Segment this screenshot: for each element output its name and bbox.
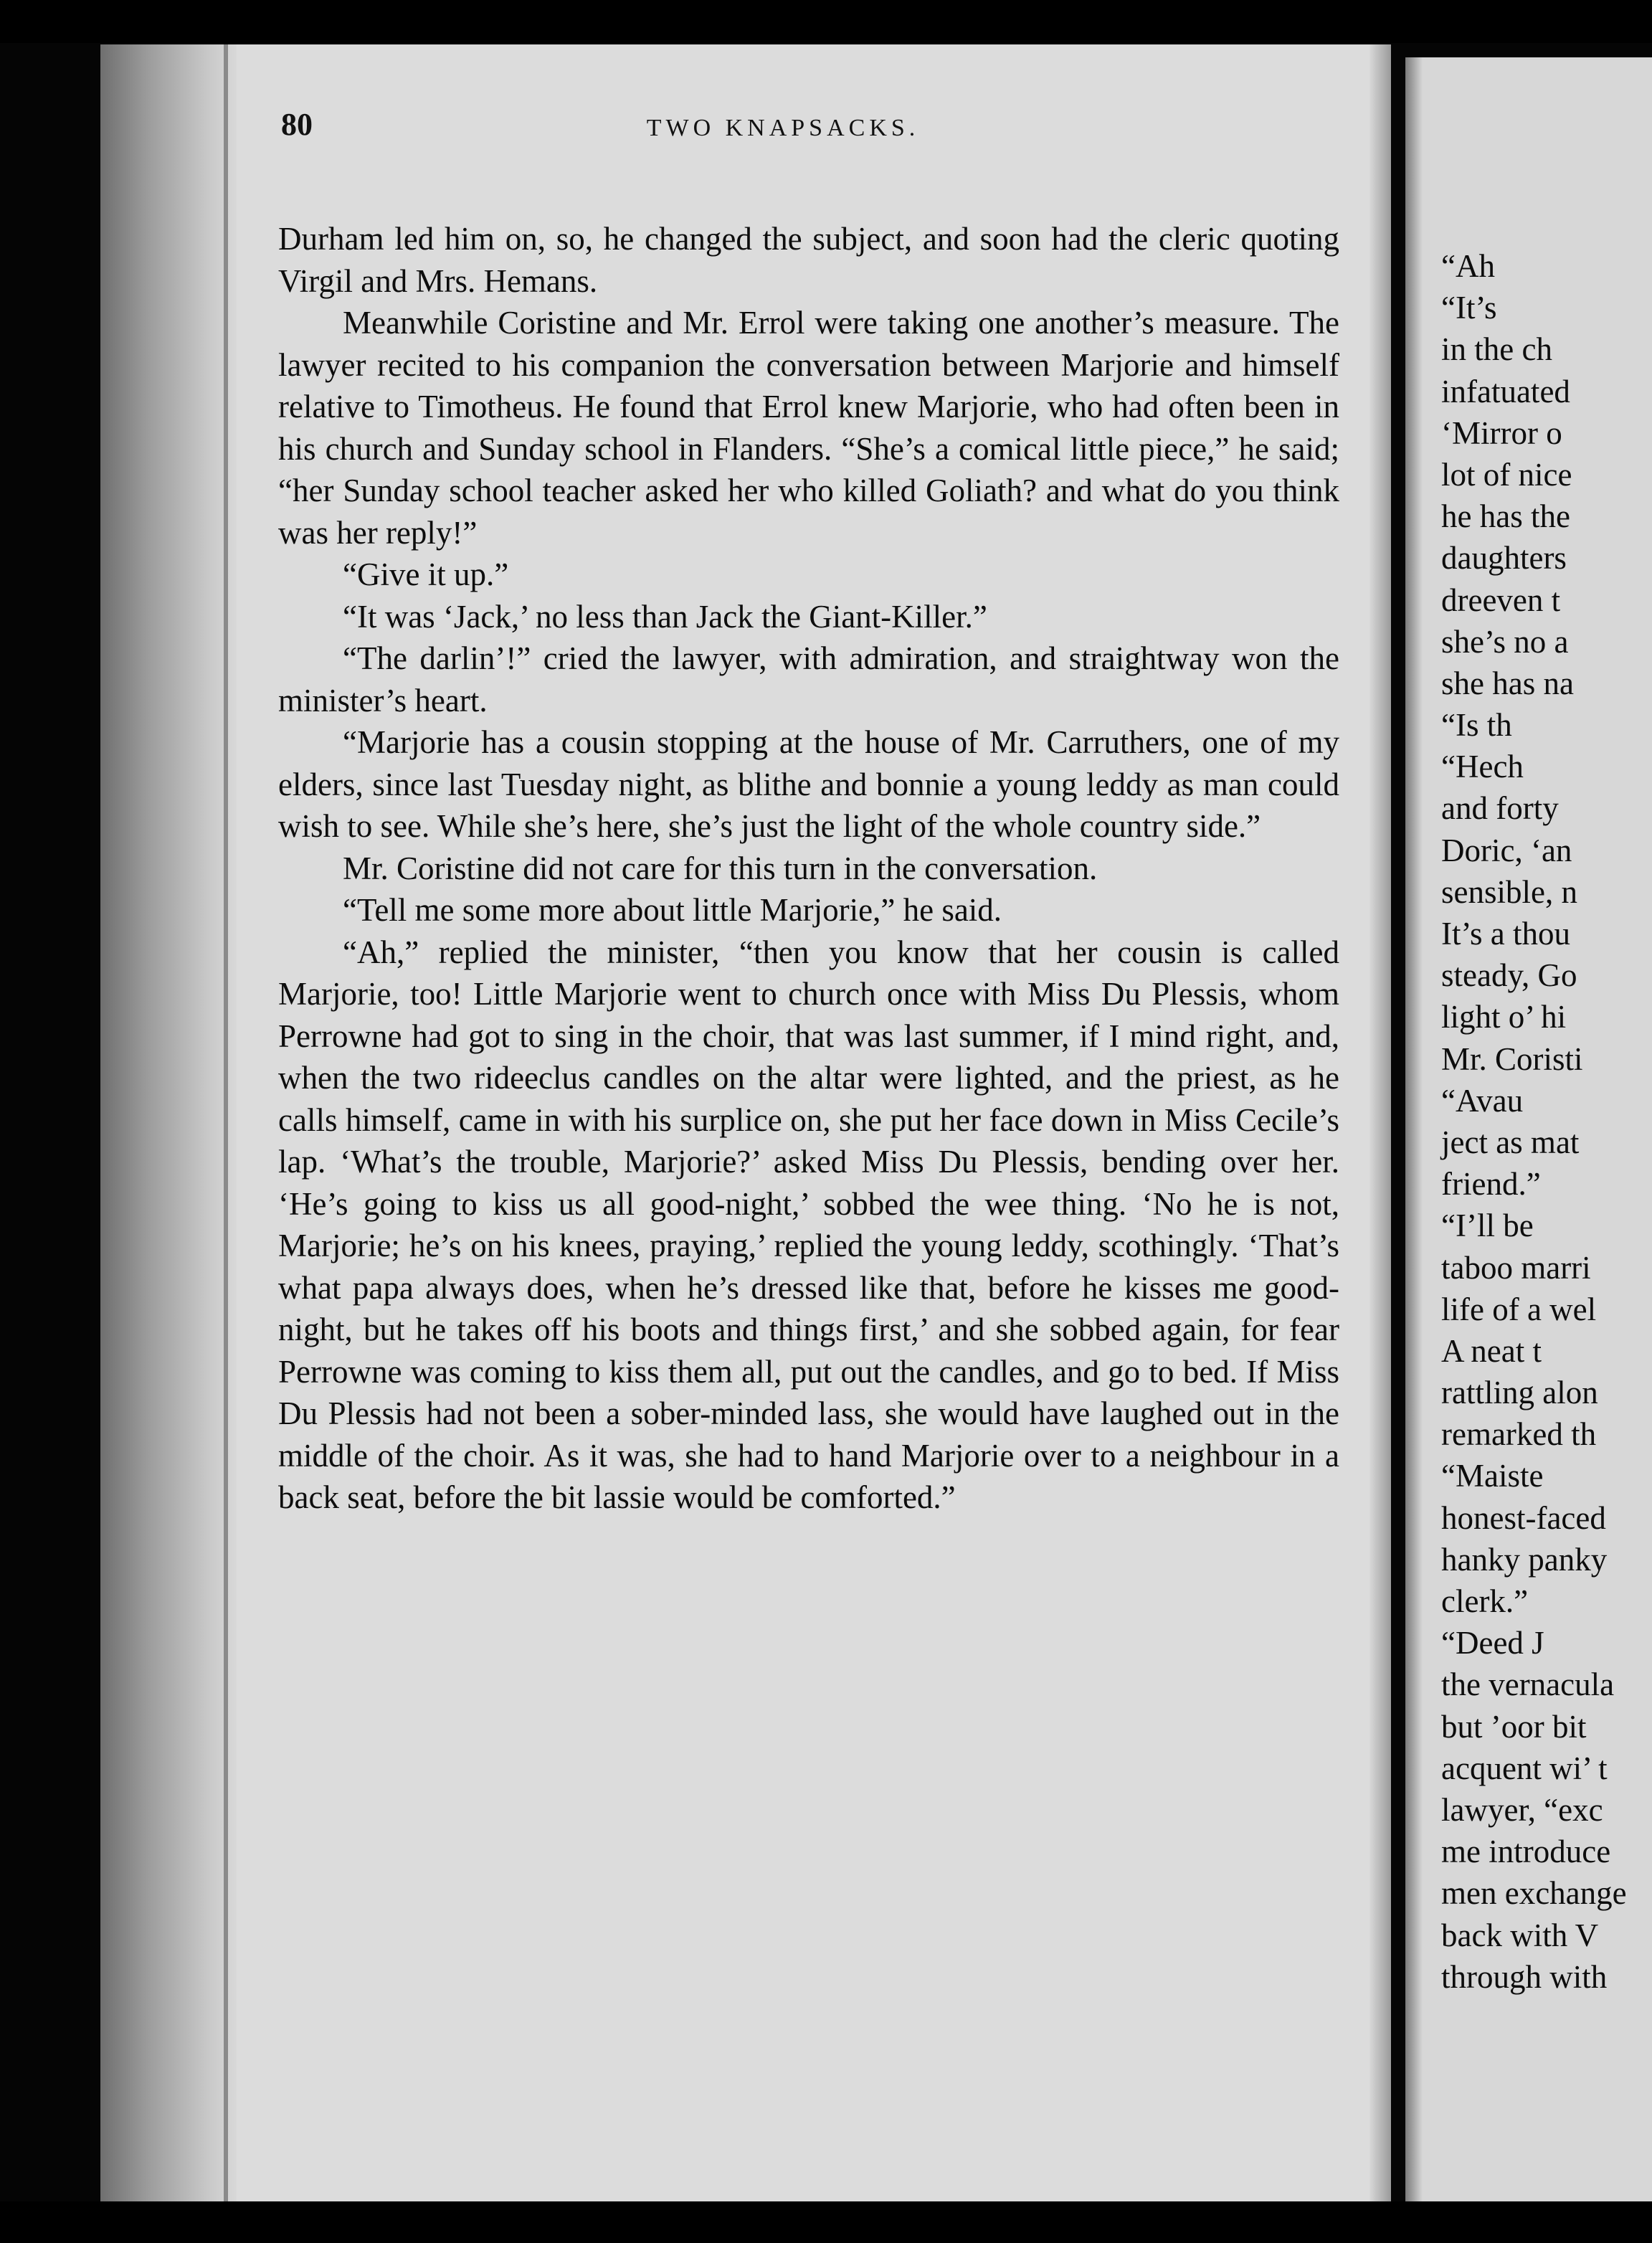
right-page-line: me introduce <box>1441 1834 1611 1870</box>
right-page-line: acquent wi’ t <box>1441 1750 1608 1786</box>
right-page-line: Doric, ‘an <box>1441 832 1572 868</box>
right-page-line: It’s a thou <box>1441 916 1570 952</box>
right-page-line: “Avau <box>1441 1082 1524 1119</box>
right-page-line: friend.” <box>1441 1166 1541 1203</box>
right-page-line: lawyer, “exc <box>1441 1791 1603 1828</box>
right-page-line: “Maiste <box>1441 1458 1544 1494</box>
paragraph: “It was ‘Jack,’ no less than Jack the Giant-Killer.” <box>343 598 987 635</box>
right-page <box>1405 57 1652 2201</box>
right-page-line: the vernacula <box>1441 1666 1615 1703</box>
right-page-line: ject as mat <box>1441 1124 1580 1160</box>
right-page-line: dreeven t <box>1441 582 1561 618</box>
right-page-line: ‘Mirror o <box>1441 414 1562 451</box>
right-page-line: in the ch <box>1441 331 1552 368</box>
right-page-line: A neat t <box>1441 1332 1542 1369</box>
paragraph: “The darlin’!” cried the lawyer, with admiration, and straightway won the minister’s heart. <box>278 640 1339 719</box>
film-edge-bottom <box>0 2201 1652 2243</box>
body-text <box>278 218 1339 1519</box>
right-page-line: Mr. Coristi <box>1441 1040 1583 1077</box>
page-number: 80 <box>281 107 313 142</box>
right-page-line: life of a wel <box>1441 1291 1597 1327</box>
right-page-line: she has na <box>1441 665 1574 701</box>
right-page-line: “I’ll be <box>1441 1208 1534 1244</box>
right-page-line: taboo marri <box>1441 1249 1591 1286</box>
paragraph: “Marjorie has a cousin stopping at the house of Mr. Carruthers, one of my elders, since last Tuesday night, as blithe and bonnie a young leddy as man could wish to see. While she’s here, she’s just the light of the whole country side.” <box>278 724 1339 844</box>
right-page-text <box>1441 245 1652 1998</box>
right-page-line: hanky panky <box>1441 1541 1608 1578</box>
inner-edge-shadow <box>1369 44 1391 2203</box>
right-page-line: honest-faced <box>1441 1499 1606 1536</box>
paragraph: Meanwhile Coristine and Mr. Errol were taking one another’s measure. The lawyer recited to his companion the conversation between Marjorie and himself relative to Timotheus. He found that Errol knew Marjorie, who had often been in his church and Sunday school in Flanders. “She’s a comical little piece,” he said; “her Sunday school teacher asked her who killed Goliath? and what do you think was her reply!” <box>278 305 1339 551</box>
gutter-line <box>224 44 228 2203</box>
right-page-line: steady, Go <box>1441 957 1577 994</box>
right-page-line: “Deed J <box>1441 1625 1544 1661</box>
right-page-line: lot of nice <box>1441 456 1572 493</box>
right-page-line: sensible, n <box>1441 873 1577 910</box>
right-page-line: remarked th <box>1441 1416 1597 1453</box>
right-page-line: “Is th <box>1441 707 1512 744</box>
right-page-line: through with <box>1441 1958 1608 1995</box>
right-page-line: and forty <box>1441 790 1559 827</box>
right-page-line: “Ah <box>1441 248 1495 284</box>
paragraph: Durham led him on, so, he changed the subject, and soon had the cleric quoting Virgil and Mrs. Hemans. <box>278 221 1339 299</box>
right-page-line: “It’s <box>1441 290 1497 326</box>
right-page-line: men exchange <box>1441 1875 1627 1912</box>
right-page-line: “Hech <box>1441 749 1524 785</box>
right-page-line: rattling alon <box>1441 1375 1598 1411</box>
film-edge-top <box>0 0 1652 43</box>
right-page-edge-shadow <box>1405 57 1423 2201</box>
right-page-line: she’s no a <box>1441 623 1569 660</box>
right-page-line: back with V <box>1441 1917 1599 1953</box>
running-head <box>281 106 1342 156</box>
right-page-line: light o’ hi <box>1441 999 1567 1035</box>
right-page-line: but ’oor bit <box>1441 1708 1587 1745</box>
right-page-line: clerk.” <box>1441 1583 1529 1619</box>
header-title: TWO KNAPSACKS. <box>646 115 920 141</box>
paragraph: “Give it up.” <box>343 556 509 592</box>
paragraph: “Ah,” replied the minister, “then you know that her cousin is called Marjorie, too! Little Marjorie went to church once with Miss Du Plessis, whom Perrowne had got to sing in the choir, that was last summer, if I mind right, and, when the two rideeclus candles on the altar were lighted, and the priest, as he calls himself, came in with his surplice on, she put her face down in Miss Cecile’s lap. ‘What’s the trouble, Marjorie?’ asked Miss Du Plessis, bending over her. ‘He’s going to kiss us all good-night,’ sobbed the wee thing. ‘No he is not, Marjorie; he’s on his knees, praying,’ replied the young leddy, scothingly. ‘That’s what papa always does, when he’s dressed like that, before he kisses me good-night, but he takes off his boots and things first,’ and she sobbed again, for fear Perrowne was coming to kiss them all, put out the candles, and go to bed. If Miss Du Plessis had not been a sober-minded lass, she would have laughed out in the middle of the choir. As it was, she had to hand Marjorie over to a neighbour in a back seat, before the bit lassie would be comforted.” <box>278 934 1339 1515</box>
gutter-shade <box>100 44 237 2203</box>
right-page-line: he has the <box>1441 498 1570 535</box>
right-page-line: infatuated <box>1441 373 1570 409</box>
paragraph: “Tell me some more about little Marjorie,” he said. <box>343 892 1002 928</box>
right-page-line: daughters <box>1441 540 1567 577</box>
paragraph: Mr. Coristine did not care for this turn in the conversation. <box>343 850 1098 886</box>
